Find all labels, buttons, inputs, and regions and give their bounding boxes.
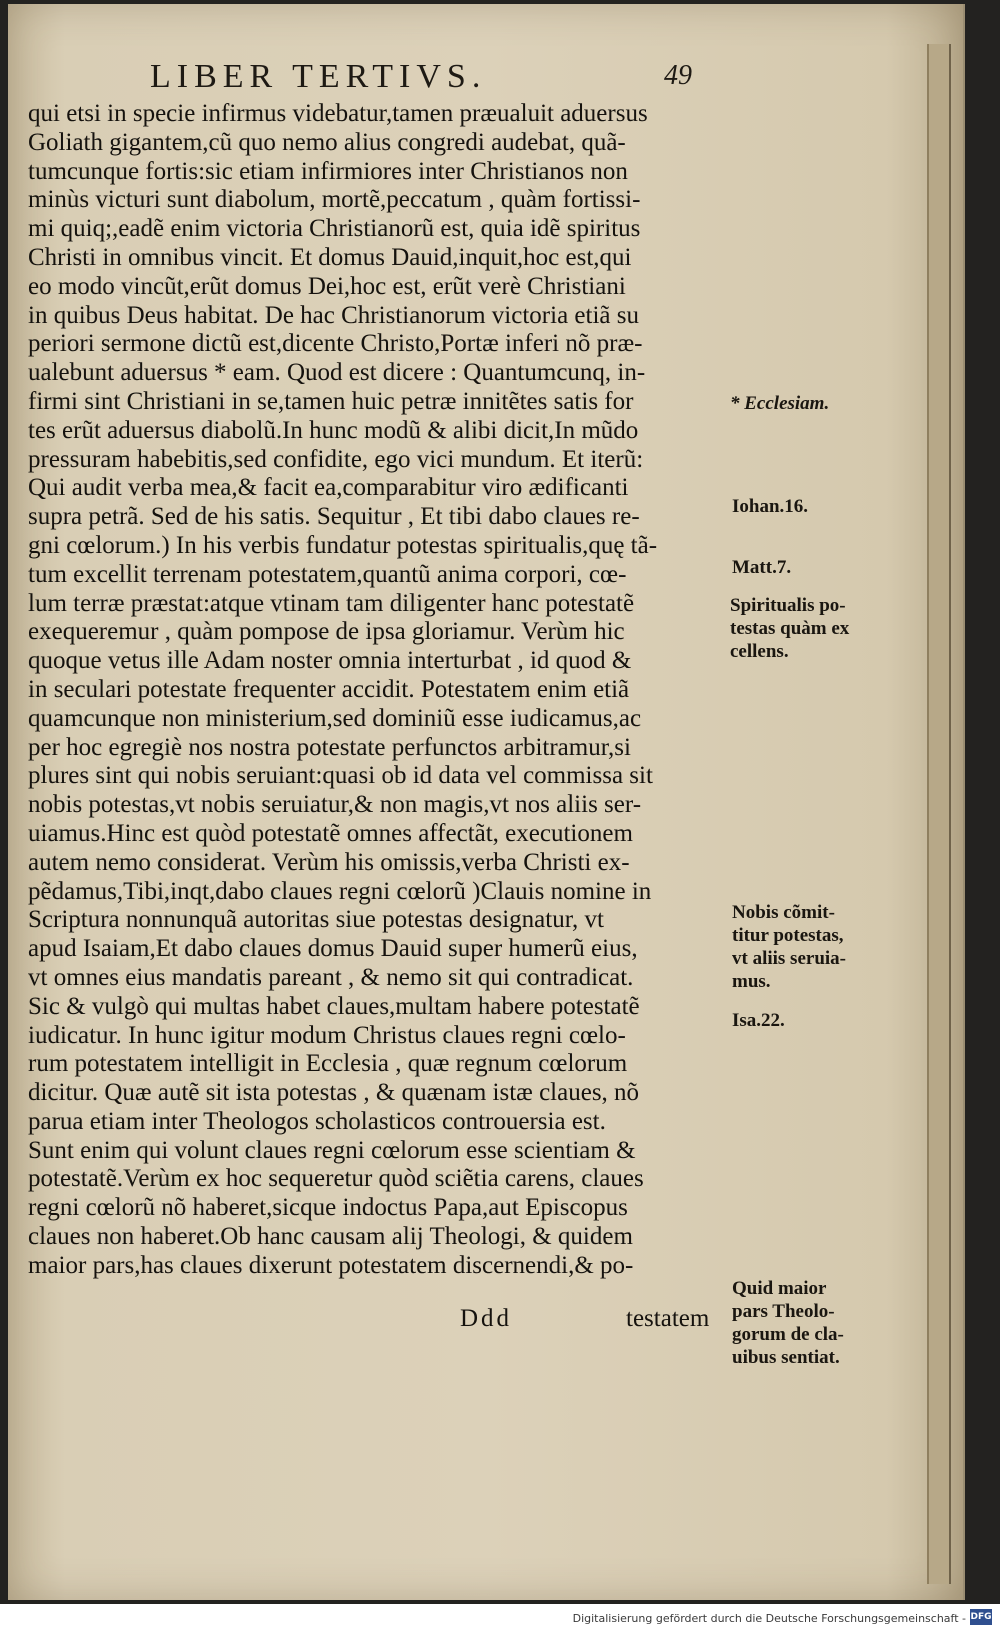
note-line: pars Theolo- xyxy=(732,1301,835,1322)
note-line: Quid maior xyxy=(732,1278,827,1299)
margin-note-quid-maior xyxy=(732,1277,844,1369)
text-line: regni cœlorũ nõ haberet,sicque indoctus Papa,aut Episcopus xyxy=(28,1194,628,1222)
page-number: 49 xyxy=(664,60,692,91)
text-line: Christi in omnibus vincit. Et domus Dauid,inquit,hoc est,qui xyxy=(28,243,632,271)
text-line: quoque vetus ille Adam noster omnia interturbat , id quod & xyxy=(28,647,632,675)
text-line: parua etiam inter Theologos scholasticos controuersia est. xyxy=(28,1107,606,1135)
margin-note-nobis xyxy=(732,901,846,993)
text-line: mi quiq;,eadẽ enim victoria Christianorũ est, quia idẽ spiritus xyxy=(28,215,641,243)
text-line: tumcunque fortis:sic etiam infirmiores inter Christianos non xyxy=(28,157,628,185)
text-line: lum terræ præstat:atque vtinam tam diligenter hanc potestatẽ xyxy=(28,589,635,617)
text-line: quamcunque non ministerium,sed dominiũ esse iudicamus,ac xyxy=(28,704,642,732)
text-line: apud Isaiam,Et dabo claues domus Dauid super humerũ eius, xyxy=(28,935,638,963)
catchword: testatem xyxy=(626,1305,710,1332)
note-line: vt aliis seruia- xyxy=(732,948,846,969)
margin-note-iohan xyxy=(732,495,808,518)
text-line: maior pars,has claues dixerunt potestatem discernendi,& po- xyxy=(28,1251,634,1279)
note-line: mus. xyxy=(732,971,771,992)
text-line: pẽdamus,Tibi,inqt,dabo claues regni cœlorũ )Clauis nomine in xyxy=(28,877,652,905)
text-line: gni cœlorum.) In his verbis fundatur potestas spiritualis,quę tã- xyxy=(28,531,658,559)
text-line: iudicatur. In hunc igitur modum Christus claues regni cœlo- xyxy=(28,1021,626,1049)
text-line: tum excellit terrenam potestatem,quantũ anima corpori, cœ- xyxy=(28,560,627,588)
text-line: per hoc egregiè nos nostra potestate perfunctos arbitramur,si xyxy=(28,733,631,761)
text-line: periori sermone dictũ est,dicente Christo,Portæ inferi nõ præ- xyxy=(28,330,643,358)
note-line: Isa.22. xyxy=(732,1010,785,1031)
text-line: supra petrã. Sed de his satis. Sequitur , Et tibi dabo claues re- xyxy=(28,503,640,531)
text-line: minùs victuri sunt diabolum, mortẽ,peccatum , quàm fortissi- xyxy=(28,186,641,214)
funding-credit: Digitalisierung gefördert durch die Deutsche Forschungsgemeinschaft - xyxy=(572,1612,966,1625)
text-line: ualebunt aduersus * eam. Quod est dicere : Quantumcunq, in- xyxy=(28,359,646,387)
text-line: dicitur. Quæ autẽ sit ista potestas , & quænam istæ claues, nõ xyxy=(28,1079,640,1107)
text-line: pressuram habebitis,sed confidite, ego vici mundum. Et iterũ: xyxy=(28,445,644,473)
margin-note-matt xyxy=(732,556,791,579)
note-line: gorum de cla- xyxy=(732,1324,844,1345)
text-line: plures sint qui nobis seruiant:quasi ob id data vel commissa sit xyxy=(28,762,653,790)
note-line: titur potestas, xyxy=(732,925,844,946)
note-line: Nobis cõmit- xyxy=(732,902,835,923)
running-head: LIBER TERTIVS. xyxy=(150,58,487,95)
note-line: cellens. xyxy=(730,641,789,662)
text-line: uiamus.Hinc est quòd potestatẽ omnes affectãt, executionem xyxy=(28,819,633,847)
text-line: Qui audit verba mea,& facit ea,comparabitur viro ædificanti xyxy=(28,474,629,502)
note-line: * Ecclesiam. xyxy=(730,393,830,414)
margin-note-spiritualis xyxy=(730,594,849,663)
text-line: in quibus Deus habitat. De hac Christianorum victoria etiã su xyxy=(28,301,639,329)
body-text xyxy=(28,100,700,1281)
text-line: Sic & vulgò qui multas habet claues,multam habere potestatẽ xyxy=(28,992,640,1020)
text-line: rum potestatem intelligit in Ecclesia , quæ regnum cœlorum xyxy=(28,1050,628,1078)
text-line: vt omnes eius mandatis pareant , & nemo sit qui contradicat. xyxy=(28,963,634,991)
text-line: autem nemo considerat. Verùm his omissis,verba Christi ex- xyxy=(28,848,630,876)
text-line: Sunt enim qui volunt claues regni cœlorum esse scientiam & xyxy=(28,1136,636,1164)
note-line: uibus sentiat. xyxy=(732,1347,840,1368)
text-line: potestatẽ.Verùm ex hoc sequeretur quòd sciẽtia carens, claues xyxy=(28,1165,644,1193)
signature-mark: Ddd xyxy=(460,1305,513,1332)
text-line: tes erũt aduersus diabolũ.In hunc modũ & alibi dicit,In mũdo xyxy=(28,416,639,444)
text-line: qui etsi in specie infirmus videbatur,tamen præualuit aduersus xyxy=(28,100,648,127)
text-line: eo modo vincũt,erũt domus Dei,hoc est, erũt verè Christiani xyxy=(28,272,626,300)
note-line: Iohan.16. xyxy=(732,496,809,517)
dfg-logo: DFG xyxy=(970,1609,992,1625)
text-line: Scriptura nonnunquã autoritas siue potestas designatur, vt xyxy=(28,906,604,934)
margin-note-isa xyxy=(732,1009,785,1032)
text-line: Goliath gigantem,cũ quo nemo alius congredi audebat, quã- xyxy=(28,128,626,156)
text-line: claues non haberet.Ob hanc causam alij Theologi, & quidem xyxy=(28,1223,633,1251)
text-line: exequeremur , quàm pompose de ipsa gloriamur. Verùm hic xyxy=(28,618,625,646)
note-line: Matt.7. xyxy=(732,557,792,578)
note-line: Spiritualis po- xyxy=(730,595,846,616)
text-line: in seculari potestate frequenter accidit. Potestatem enim etiã xyxy=(28,675,630,703)
page-edge xyxy=(927,44,951,1584)
note-line: testas quàm ex xyxy=(730,618,850,639)
text-line: nobis potestas,vt nobis seruiatur,& non magis,vt nos aliis ser- xyxy=(28,791,642,819)
margin-note-ecclesiam xyxy=(730,392,829,415)
text-line: firmi sint Christiani in se,tamen huic petræ innitẽtes satis for xyxy=(28,387,634,415)
